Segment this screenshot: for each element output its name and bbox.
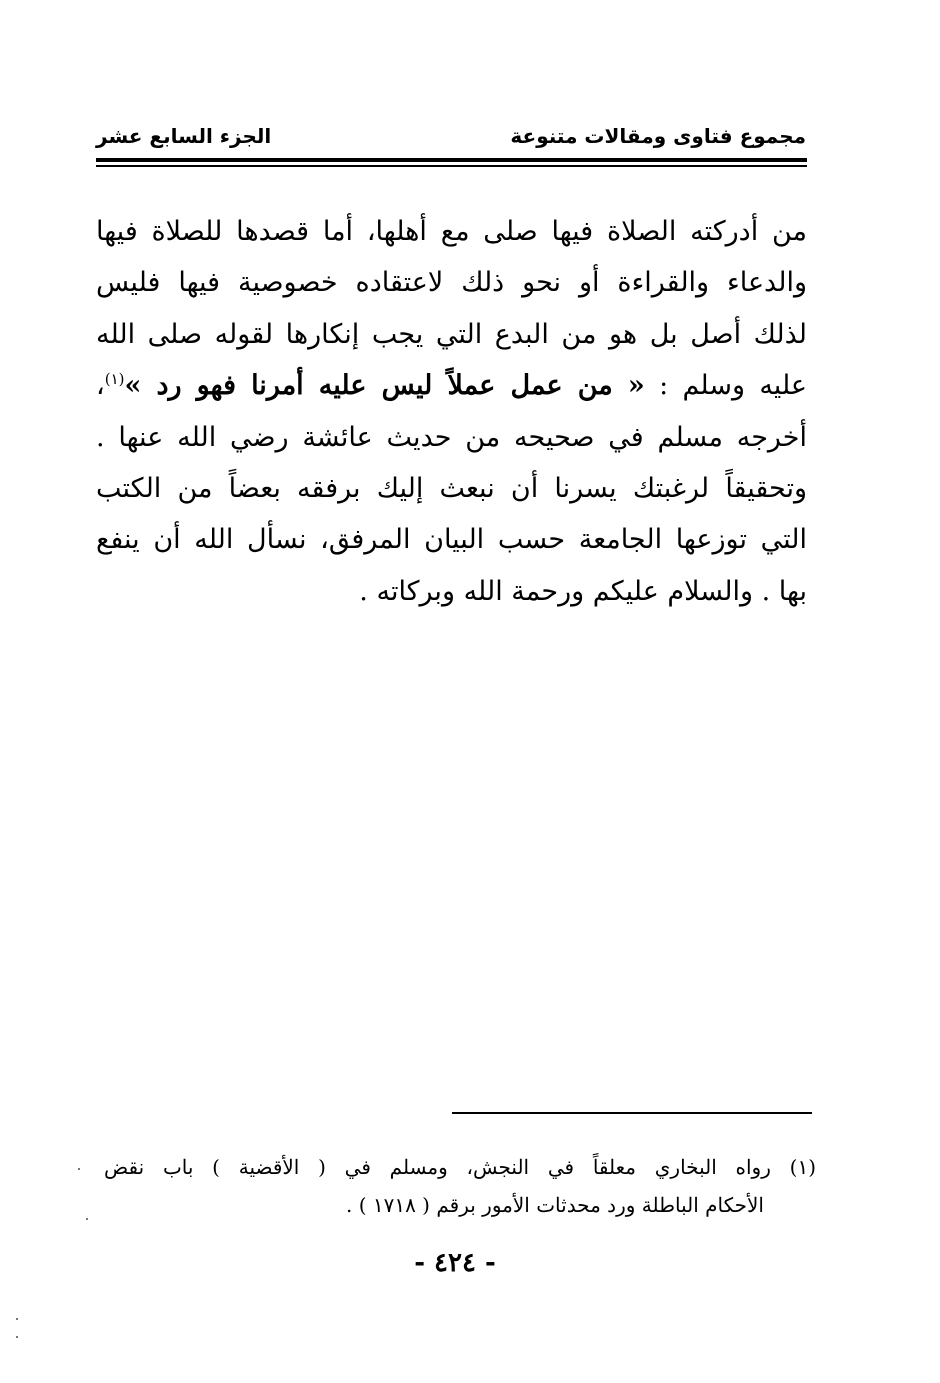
body-line-5: أخرجه مسلم في صحيحه من حديث عائشة رضي الله عنها . [96, 421, 807, 453]
scan-speck [78, 1168, 80, 1170]
scan-speck [86, 1218, 88, 1220]
footnote-line-1: (١) رواه البخاري معلقاً في النجش، ومسلم في ( الأقضية ) باب نقض [104, 1155, 816, 1179]
header-book-title: مجموع فتاوى ومقالات متنوعة [510, 124, 806, 148]
body-line-7: التي توزعها الجامعة حسب البيان المرفق، نسأل الله أن ينفع [96, 524, 807, 556]
header-rule-secondary [96, 165, 807, 167]
body-line-4-suffix: ، [96, 370, 105, 402]
page-number: - ٤٢٤ - [414, 1248, 496, 1278]
scan-speck [16, 1318, 18, 1320]
footnote-line-2: الأحكام الباطلة ورد محدثات الأمور برقم ( ١٧١٨ ) . [345, 1193, 764, 1217]
running-header [96, 120, 806, 156]
body-line-2: والدعاء والقراءة أو نحو ذلك لاعتقاده خصوصية فيها فليس [96, 267, 807, 299]
header-rule [96, 158, 807, 162]
body-line-6: وتحقيقاً لرغبتك يسرنا أن نبعث إليك برفقه بعضاً من الكتب [96, 472, 807, 504]
body-line-3: لذلك أصل بل هو من البدع التي يجب إنكارها لقوله صلى الله [96, 318, 807, 350]
hadith-quote: « من عمل عملاً ليس عليه أمرنا فهو رد » [124, 370, 645, 402]
scan-speck [16, 1336, 18, 1338]
footnote-separator [452, 1112, 812, 1114]
main-text [96, 206, 807, 617]
body-line-4-prefix: عليه وسلم : [659, 370, 807, 402]
header-volume: الجزء السابع عشر [96, 124, 272, 148]
footnote-reference: (١) [104, 370, 125, 389]
body-line-4 [96, 360, 807, 411]
body-line-1: من أدركته الصلاة فيها صلى مع أهلها، أما قصدها للصلاة فيها [96, 216, 807, 247]
footnotes [104, 1148, 816, 1224]
body-line-8: بها . والسلام عليكم ورحمة الله وبركاته . [359, 575, 807, 607]
